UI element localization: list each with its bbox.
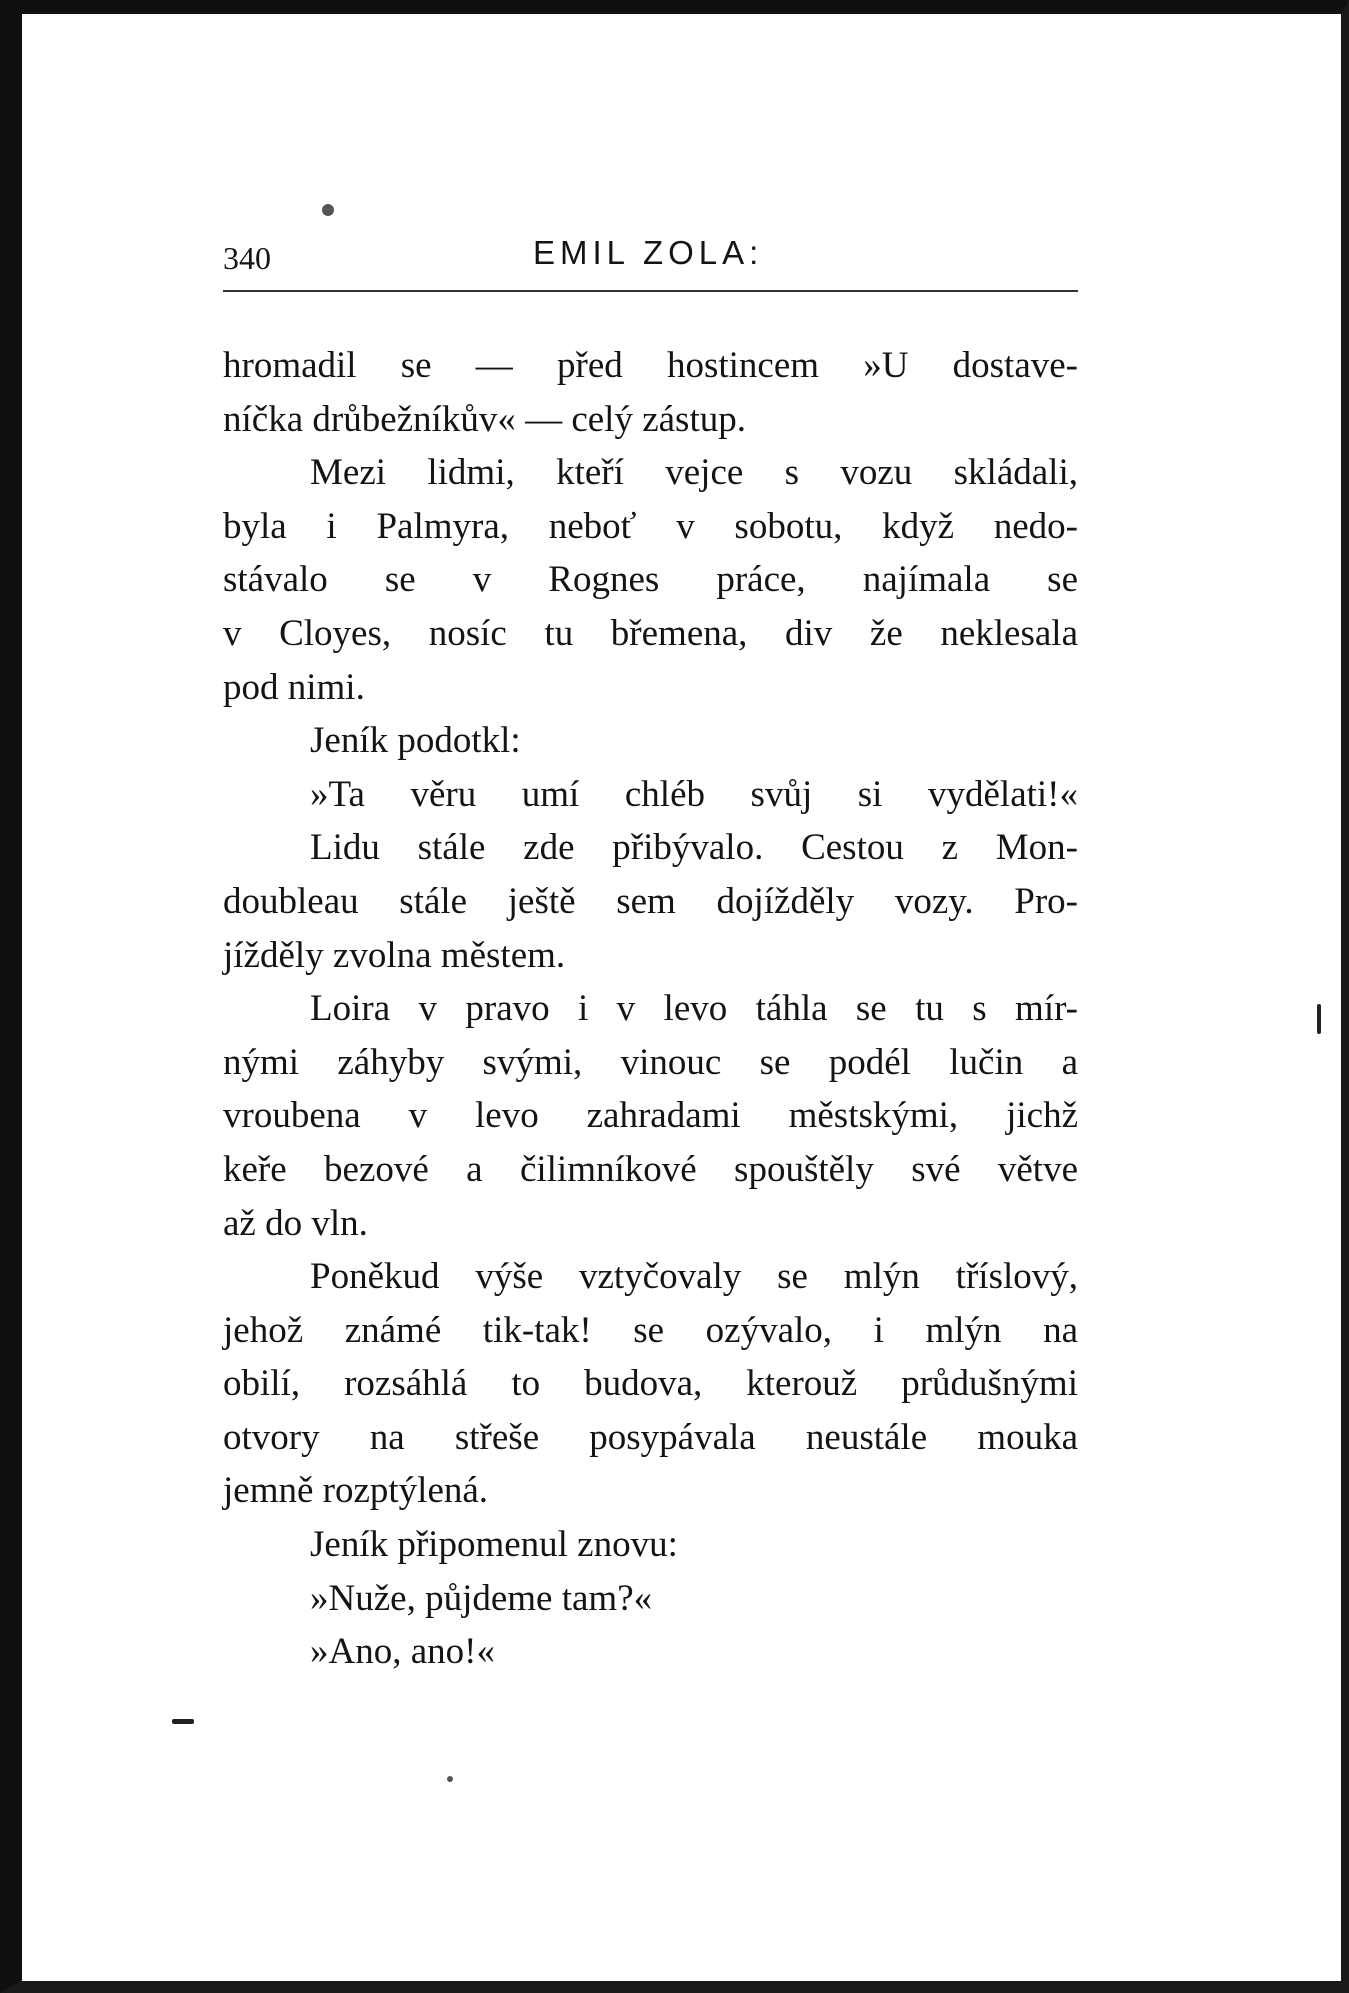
text-line: keře bezové a čilimníkové spouštěly své větve: [223, 1148, 1078, 1190]
page-number: 340: [223, 240, 271, 276]
text-line: Jeník podotkl:: [310, 720, 521, 762]
text-line: »Nuže, půjdeme tam?«: [310, 1577, 653, 1619]
ink-speck: [322, 204, 334, 216]
header-rule: [223, 290, 1078, 292]
text-line: vroubena v levo zahradami městskými, jichž: [223, 1095, 1078, 1137]
ink-speck: [447, 1776, 453, 1782]
ink-speck: [1317, 1004, 1321, 1034]
text-line: pod nimi.: [223, 666, 365, 708]
text-line: Lidu stále zde přibývalo. Cestou z Mon-: [310, 827, 1078, 869]
body-text: [223, 339, 1078, 1679]
text-line: doubleau stále ještě sem dojížděly vozy. Pro-: [223, 880, 1078, 922]
text-line: otvory na střeše posypávala neustále mouka: [223, 1416, 1078, 1458]
text-line: stávalo se v Rognes práce, najímala se: [223, 559, 1078, 601]
text-line: byla i Palmyra, neboť v sobotu, když nedo-: [223, 505, 1078, 547]
text-line: nými záhyby svými, vinouc se podél lučin a: [223, 1041, 1078, 1083]
text-line: v Cloyes, nosíc tu břemena, div že neklesala: [223, 612, 1078, 654]
text-line: Loira v pravo i v levo táhla se tu s mír-: [310, 988, 1078, 1030]
text-line: Mezi lidmi, kteří vejce s vozu skládali,: [310, 452, 1078, 494]
text-line: jehož známé tik-tak! se ozývalo, i mlýn na: [223, 1309, 1078, 1351]
running-title: EMIL ZOLA:: [533, 234, 764, 271]
text-line: až do vln.: [223, 1202, 368, 1244]
text-line: obilí, rozsáhlá to budova, kterouž průdušnými: [223, 1363, 1078, 1405]
page-header: [223, 232, 1078, 292]
text-line: »Ta věru umí chléb svůj si vydělati!«: [310, 773, 1078, 815]
text-line: jemně rozptýlená.: [223, 1470, 489, 1512]
text-line: hromadil se — před hostincem »U dostave-: [223, 345, 1078, 386]
text-line: Poněkud výše vztyčovaly se mlýn tříslový,: [310, 1256, 1078, 1298]
text-line: níčka drůbežníkův« — celý zástup.: [223, 398, 746, 440]
ink-speck: [172, 1719, 194, 1724]
text-line: »Ano, ano!«: [310, 1631, 495, 1673]
text-line: Jeník připomenul znovu:: [310, 1524, 678, 1566]
text-line: jížděly zvolna městem.: [223, 934, 566, 976]
